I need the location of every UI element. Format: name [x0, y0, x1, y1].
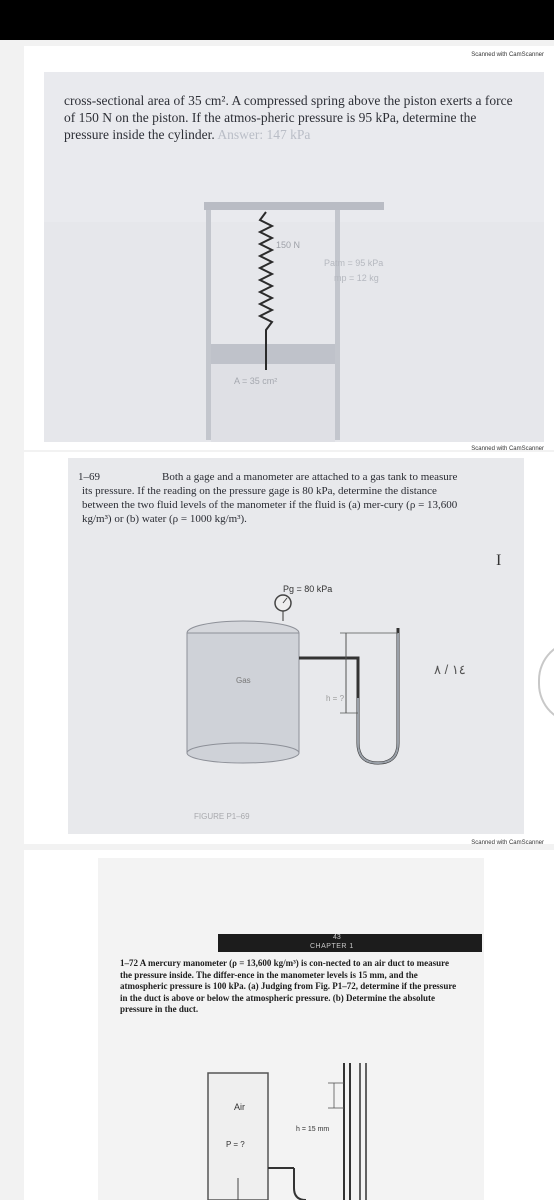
problem-number: 1–69: [78, 471, 100, 483]
pressure-label: P = ?: [226, 1140, 245, 1149]
figure-caption: FIGURE P1–69: [194, 812, 250, 821]
height-label: h = ?: [326, 694, 345, 703]
problem-photo-3: [98, 858, 484, 1200]
page-number: 43: [333, 934, 341, 941]
cylinder-left-wall: [206, 210, 211, 440]
u-tube: [294, 1168, 306, 1200]
scanner-label: Scanned with CamScanner: [471, 52, 544, 58]
gas-tank-figure: [68, 458, 524, 834]
force-label: 150 N: [276, 240, 301, 250]
cylinder-top-plate: [204, 202, 384, 210]
piston-cylinder-figure: [44, 72, 544, 442]
gas-tank: [187, 633, 299, 753]
height-label: h = 15 mm: [296, 1126, 330, 1133]
patm-label: Patm = 95 kPa: [324, 258, 384, 268]
problem-text: cross-sectional area of 35 cm². A compressed spring above the piston exerts a force of 150 N on the piston. If the atmos-pheric pressure is 95 kPa, determine the pressure inside the cylinder. Answer: 147 kPa: [64, 93, 513, 142]
problem-text: 1–72 A mercury manometer (ρ = 13,600 kg/m³) is con-nected to an air duct to measure the pressure inside. The differ-ence in the manometer levels is 15 mm, and the atmospheric pressure is 100 kPa. (a) Judging from Fig. P1–72, determine if the pressure in the duct is above or below the atmospheric pressure. (b) Determine the absolute pressure in the duct.: [120, 958, 457, 1015]
scan-page-1: [24, 46, 554, 450]
manometer-tube: [299, 628, 398, 763]
mass-label: mp = 12 kg: [334, 273, 379, 283]
handwritten-note: ١٤ / ٨: [434, 662, 466, 677]
scan-page-3: [24, 850, 554, 1200]
air-label: Air: [234, 1102, 245, 1112]
area-label: A = 35 cm²: [234, 376, 278, 386]
chapter-label: CHAPTER 1: [310, 943, 354, 950]
status-bar: [0, 0, 554, 40]
cylinder-right-wall: [335, 210, 340, 440]
problem-photo-1: [44, 72, 544, 442]
piston: [211, 344, 335, 364]
text-cursor-icon: I: [496, 552, 502, 569]
gage-pressure-label: Pg = 80 kPa: [283, 584, 333, 594]
air-duct-manometer-figure: [98, 858, 484, 1200]
scanner-label-2: Scanned with CamScanner: [471, 446, 544, 452]
problem-text: Both a gage and a manometer are attached to a gas tank to measure its pressure. If the reading on the pressure gage is 80 kPa, determine the distance between the two fluid levels of the manometer if the fluid is (a) mer-cury (ρ = 13,600 kg/m³) or (b) water (ρ = 1000 kg/m³).: [82, 471, 458, 525]
problem-photo-2: [68, 458, 524, 834]
scanner-label-3: Scanned with CamScanner: [471, 840, 544, 846]
gas-label: Gas: [236, 676, 251, 685]
scan-page-2: [24, 452, 554, 844]
answer-text: Answer: 147 kPa: [217, 127, 311, 142]
